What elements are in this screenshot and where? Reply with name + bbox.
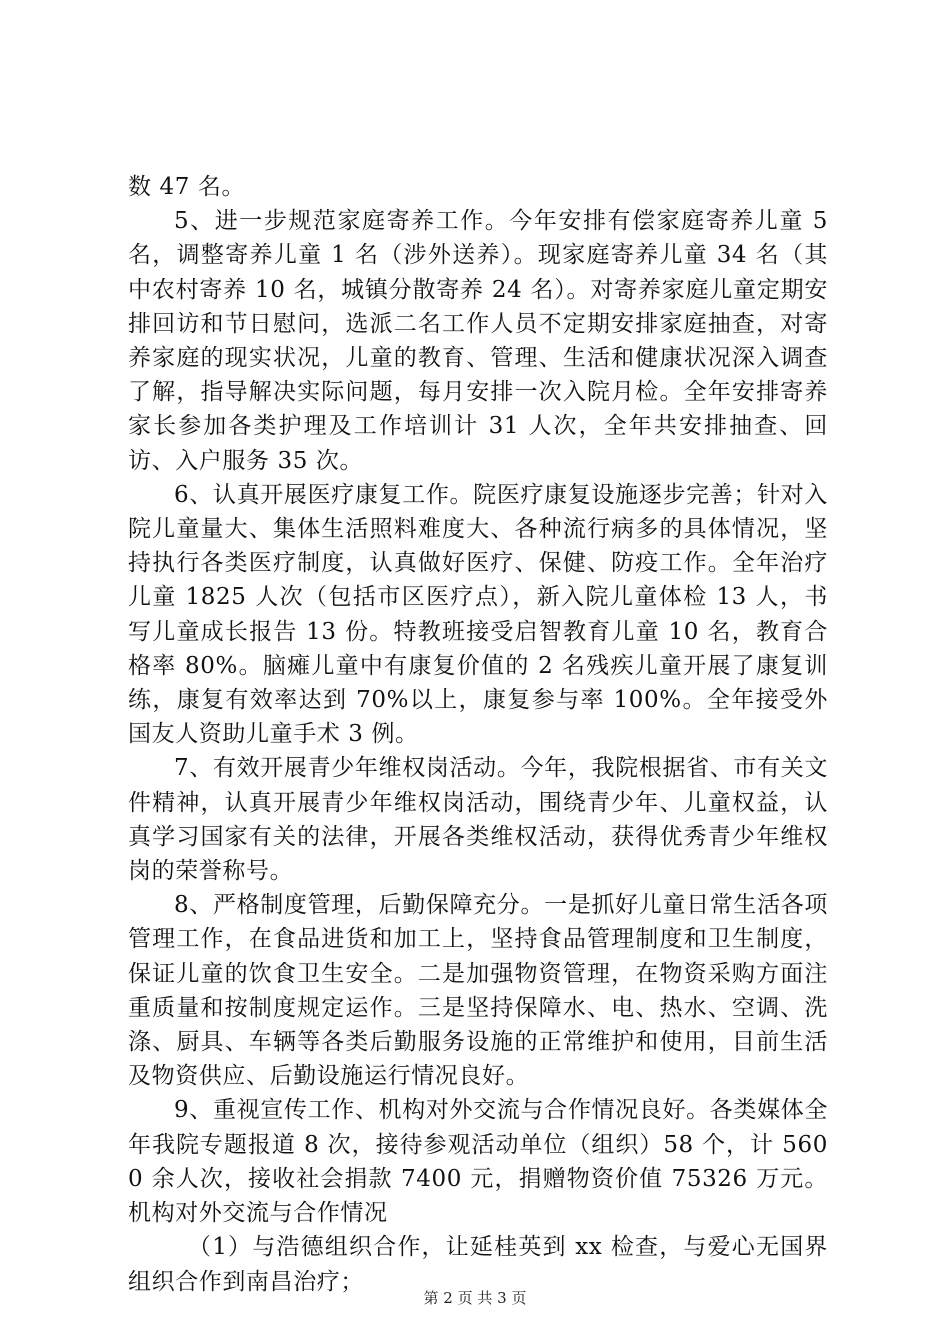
document-body — [128, 170, 828, 1299]
paragraph-foster-care: 5、进一步规范家庭寄养工作。今年安排有偿家庭寄养儿童 5 名，调整寄养儿童 1 名（涉外送养）。现家庭寄养儿童 34 名（其中农村寄养 10 名，城镇分散寄养 24 名）。对寄养家庭儿童定期安排回访和节日慰问，选派二名工作人员不定期安排家庭抽查，对寄养家庭的现实状况，儿童的教育、管理、生活和健康状况深入调查了解，指导解决实际问题，每月安排一次入院月检。全年安排寄养家长参加各类护理及工作培训计 31 人次，全年共安排抽查、回访、入户服务 35 次。 — [128, 208, 828, 474]
page-number-footer: 第 2 页 共 3 页 — [423, 1289, 527, 1307]
paragraph-youth-rights: 7、有效开展青少年维权岗活动。今年，我院根据省、市有关文件精神，认真开展青少年维权岗活动，围绕青少年、儿童权益，认真学习国家有关的法律，开展各类维权活动，获得优秀青少年维权岗的荣誉称号。 — [128, 755, 828, 885]
paragraph-medical-rehab: 6、认真开展医疗康复工作。院医疗康复设施逐步完善；针对入院儿童量大、集体生活照料难度大、各种流行病多的具体情况，坚持执行各类医疗制度，认真做好医疗、保健、防疫工作。全年治疗儿童 1825 人次（包括市区医疗点），新入院儿童体检 13 人，书写儿童成长报告 13 份。特教班接受启智教育儿童 10 名，教育合格率 80%。脑瘫儿童中有康复价值的 2 名残疾儿童开展了康复训练，康复有效率达到 70%以上，康复参与率 100%。全年接受外国友人资助儿童手术 3 例。 — [128, 481, 828, 748]
paragraph-logistics: 8、严格制度管理，后勤保障充分。一是抓好儿童日常生活各项管理工作，在食品进货和加工上，坚持食品管理制度和卫生制度，保证儿童的饮食卫生安全。二是加强物资管理，在物资采购方面注重质量和按制度规定运作。三是坚持保障水、电、热水、空调、洗涤、厨具、车辆等各类后勤服务设施的正常维护和使用，目前生活及物资供应、后勤设施运行情况良好。 — [128, 892, 828, 1090]
paragraph-cooperation-item-1: （1）与浩德组织合作，让延桂英到 xx 检查，与爱心无国界组织合作到南昌治疗； — [128, 1234, 828, 1295]
paragraph-publicity: 9、重视宣传工作、机构对外交流与合作情况良好。各类媒体全年我院专题报道 8 次，接待参观活动单位（组织）58 个，计 5600 余人次，接收社会捐款 7400 元，捐赠物资价值 75326 万元。机构对外交流与合作情况 — [128, 1097, 828, 1227]
paragraph-continuation: 数 47 名。 — [128, 174, 246, 200]
